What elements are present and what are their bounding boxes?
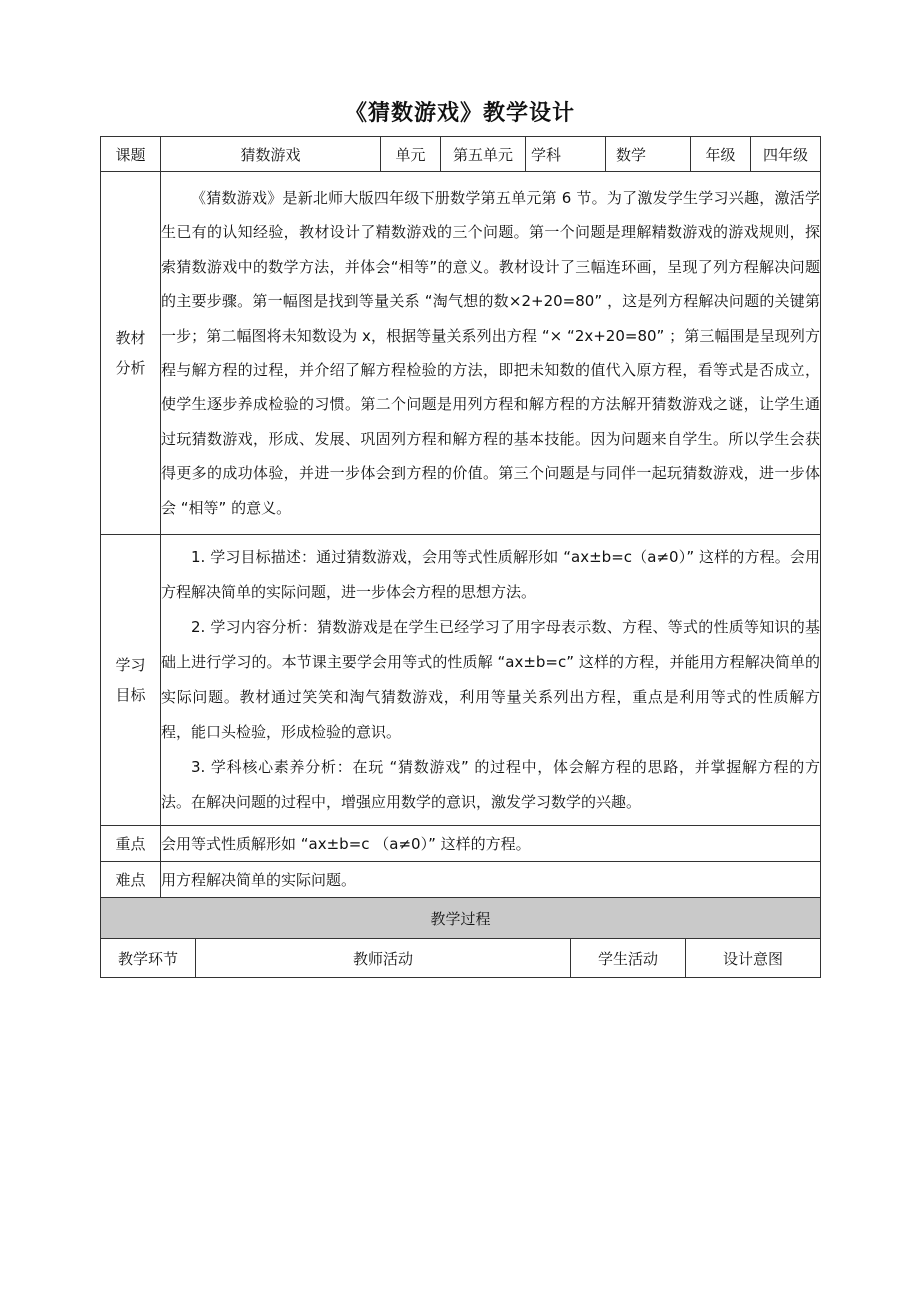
process-header-row xyxy=(101,939,821,978)
unit-value: 第五单元 xyxy=(441,137,526,172)
objectives-row xyxy=(101,535,821,826)
lesson-info-table xyxy=(100,136,821,898)
subject-label: 学科 xyxy=(526,137,606,172)
grade-label: 年级 xyxy=(691,137,751,172)
process-band-title: 教学过程 xyxy=(101,898,821,939)
grade-value: 四年级 xyxy=(751,137,821,172)
process-band-row xyxy=(101,898,821,939)
analysis-row xyxy=(101,172,821,535)
analysis-label-line2: 分析 xyxy=(115,359,146,377)
page-title: 《猜数游戏》教学设计 xyxy=(344,101,575,126)
subject-value: 数学 xyxy=(606,137,691,172)
objective-item-3: 3. 学科核心素养分析：在玩 “猜数游戏” 的过程中，体会解方程的思路，并掌握解方程的方法。在解决问题的过程中，增强应用数学的意识，激发学习数学的兴趣。 xyxy=(161,758,820,811)
objectives-label xyxy=(101,535,161,826)
col-teacher: 教师活动 xyxy=(196,939,571,978)
analysis-label xyxy=(101,172,161,535)
objective-item-2: 2. 学习内容分析：猜数游戏是在学生已经学习了用字母表示数、方程、等式的性质等知识的基础上进行学习的。本节课主要学会用等式的性质解 “ax±b=c” 这样的方程，并能用方程解决简单的实际问题。教材通过笑笑和淘气猜数游戏，利用等量关系列出方程，重点是利用等式的性质解方程，能口头检验，形成检验的意识。 xyxy=(161,618,820,741)
objectives-label-line1: 学习 xyxy=(115,656,146,674)
objective-item-1: 1. 学习目标描述：通过猜数游戏，会用等式性质解形如 “ax±b=c（a≠0）” 这样的方程。会用方程解决简单的实际问题，进一步体会方程的思想方法。 xyxy=(161,548,820,601)
key-point-label: 重点 xyxy=(101,826,161,862)
col-intent: 设计意图 xyxy=(686,939,821,978)
col-student: 学生活动 xyxy=(571,939,686,978)
objectives-label-line2: 目标 xyxy=(115,686,146,704)
difficulty-label: 难点 xyxy=(101,862,161,898)
key-point-row xyxy=(101,826,821,862)
analysis-text: 《猜数游戏》是新北师大版四年级下册数学第五单元第 6 节。为了激发学生学习兴趣，激活学生已有的认知经验，教材设计了精数游戏的三个问题。第一个问题是理解精数游戏的游戏规则，探索猜数游戏中的数学方法，并体会“相等”的意义。教材设计了三幅连环画，呈现了列方程解决问题的主要步骤。第一幅图是找到等量关系 “淘气想的数×2+20=80” ，这是列方程解决问题的关键第一步；第二幅图将未知数设为 x，根据等量关系列出方程 “× “2x+20=80” ；第三幅围是呈现列方程与解方程的过程，并介绍了解方程检验的方法，即把未知数的值代入原方程，看等式是否成立，使学生逐步养成检验的习惯。第二个问题是用列方程和解方程的方法解开猜数游戏之谜，让学生通过玩猜数游戏，形成、发展、巩固列方程和解方程的基本技能。因为问题来自学生。所以学生会获得更多的成功体验，并进一步体会到方程的价值。第三个问题是与同伴一起玩猜数游戏，进一步体会 “相等” 的意义。 xyxy=(161,188,820,517)
col-stage: 教学环节 xyxy=(101,939,196,978)
topic-value: 猜数游戏 xyxy=(161,137,381,172)
header-row xyxy=(101,137,821,172)
teaching-process-table xyxy=(100,897,821,978)
topic-label: 课题 xyxy=(101,137,161,172)
difficulty-row xyxy=(101,862,821,898)
objectives-text-cell xyxy=(161,535,821,826)
unit-label: 单元 xyxy=(381,137,441,172)
difficulty-text: 用方程解决简单的实际问题。 xyxy=(161,862,821,898)
analysis-label-line1: 教材 xyxy=(115,329,146,347)
key-point-text: 会用等式性质解形如 “ax±b=c （a≠0）” 这样的方程。 xyxy=(161,826,821,862)
analysis-text-cell xyxy=(161,172,821,535)
